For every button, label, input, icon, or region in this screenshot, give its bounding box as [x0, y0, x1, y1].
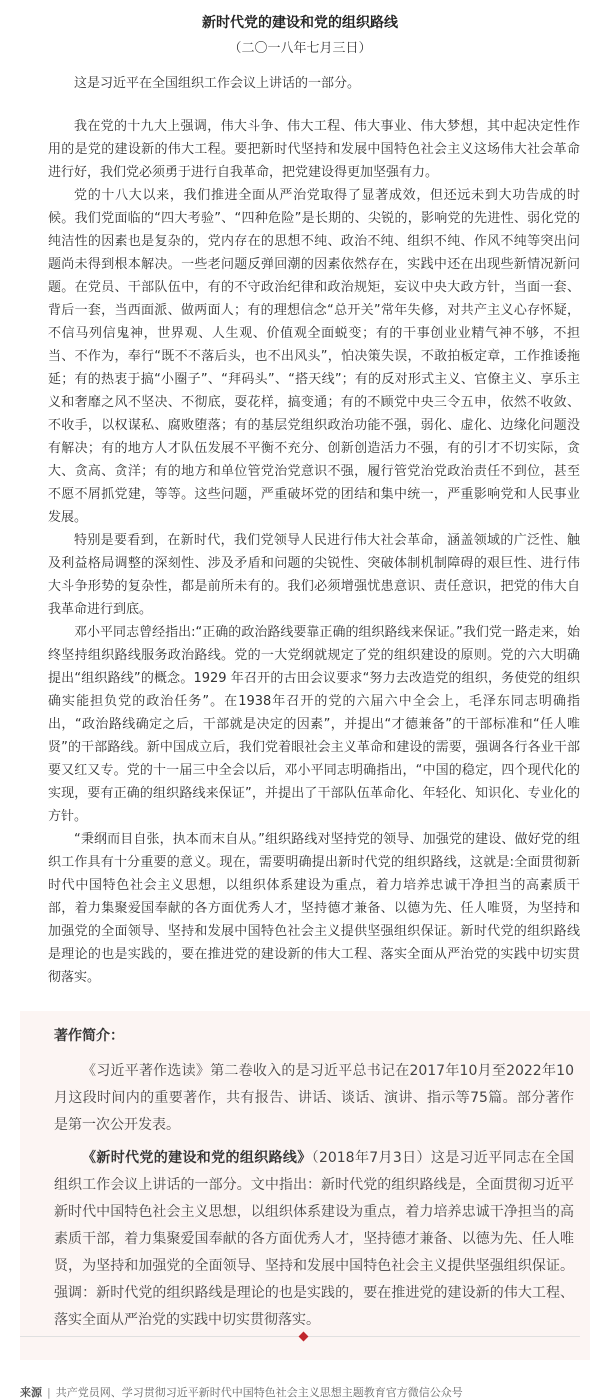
- body-paragraph: 党的十八大以来，我们推进全面从严治党取得了显著成效，但还远未到大功告成的时候。我们党面临的“四大考验”、“四种危险”是长期的、尖锐的，影响党的先进性、弱化党的纯洁性的因素也是复杂的，党内存在的思想不纯、政治不纯、组织不纯、作风不纯等突出问题尚未得到根本解决。一些老问题反弹回潮的因素依然存在，实践中还在出现些新情况新问题。在党员、干部队伍中，有的不守政治纪律和政治规矩，妄议中央大政方针，当面一套、背后一套，当西面派、做两面人；有的理想信念“总开关”常年失修，对共产主义心存怀疑，不信马列信鬼神，世界观、人生观、价值观全面蜕变；有的干事创业业精气神不够，不担当、不作为，奉行“既不不落后头，也不出风头”，怕决策失误，不敢拍板定章，工作推诿拖延；有的热衷于搞“小圈子”、“拜码头”、“搭天线”；有的反对形式主义、官僚主义、享乐主义和奢靡之风不坚决、不彻底，耍花样，搞变通；有的不顾党中央三令五申，依然不收敛、不收手，以权谋私、腐败堕落；有的基层党组织政治功能不强，弱化、虚化、边缘化问题没有解决；有的地方人才队伍发展不平衡不充分、创新创造活力不强，有的引才不切实际，贪大、贪高、贪洋；有的地方和单位管党治党意识不强，履行管党治党政治责任不到位，甚至不愿不屑抓党建，等等。这些问题，严重破坏党的团结和集中统一，严重影响党和人民事业发展。: [48, 188, 580, 525]
- bio-work: [54, 1145, 574, 1334]
- source-label: 来源: [20, 1386, 42, 1399]
- bio-box: [20, 1011, 590, 1360]
- bio-intro: 《习近平著作选读》第二卷收入的是习近平总书记在2017年10月至2022年10月这段时间内的重要著作，共有报告、讲话、谈话、演讲、指示等75篇。部分著作是第一次公开发表。: [54, 1063, 574, 1133]
- bio-heading: 著作简介：: [54, 1028, 124, 1044]
- body-paragraph: “秉纲而目自张，执本而末自从。”组织路线对坚持党的领导、加强党的建设、做好党的组织工作具有十分重要的意义。现在，需要明确提出新时代党的组织路线，这就是:全面贯彻新时代中国特色社会主义思想，以组织体系建设为重点，着力培养忠诚干净担当的高素质干部，着力集聚爱国奉献的各方面优秀人才，坚持德才兼备、以德为先、任人唯贤，为坚持和加强党的全面领导、坚持和发展中国特色社会主义提供坚强组织保证。新时代党的组织路线是理论的也是实践的，要在推进党的建设新的伟大工程、落实全面从严治党的实践中切实贯彻落实。: [48, 832, 580, 985]
- article-body: [0, 72, 600, 989]
- article-date: （二〇一八年七月三日）: [228, 41, 372, 56]
- body-paragraph: 邓小平同志曾经指出:“正确的政治路线要靠正确的组织路线来保证。”我们党一路走来，始终坚持组织路线服务政治路线。党的一大党纲就规定了党的组织建设的原则。党的六大明确提出“组织路线”的概念。1929 年召开的古田会议要求“努力去改造党的组织，务使党的组织确实能担负党的政治任务”。在1938年召开的党的六届六中全会上，毛泽东同志明确指出，“政治路线确定之后，干部就是决定的因素”，并提出“才德兼备”的干部标准和“任人唯贤”的干部路线。新中国成立后，我们党着眼社会主义革命和建设的需要，强调各行各业干部要又红又专。党的十一届三中全会以后，邓小平同志明确指出，“中国的稳定，四个现代化的实现，要有正确的组织路线来保证”，并提出了干部队伍革命化、年轻化、知识化、专业化的方针。: [48, 625, 580, 824]
- source-text: 共产党员网、学习贯彻习近平新时代中国特色社会主义思想主题教育官方微信公众号: [55, 1386, 463, 1399]
- body-paragraph: 特别是要看到，在新时代，我们党领导人民进行伟大社会革命，涵盖领域的广泛性、触及利益格局调整的深刻性、涉及矛盾和问题的尖锐性、突破体制机制障碍的艰巨性、进行伟大斗争形势的复杂性，都是前所未有的。我们必须增强忧患意识、责任意识，把党的伟大自我革命进行到底。: [48, 533, 580, 617]
- bio-work-body: （2018年7月3日）这是习近平同志在全国组织工作会议上讲话的一部分。文中指出：新时代党的组织路线是，全面贯彻习近平新时代中国特色社会主义思想，以组织体系建设为重点，着力培养忠诚干净担当的高素质干部，着力集聚爱国奉献的各方面优秀人才，坚持德才兼备、以德为先、任人唯贤，为坚持和加强党的全面领导、坚持和发展中国特色社会主义提供坚强组织保证。强调：新时代党的组织路线是理论的也是实践的，要在推进党的建设新的伟大工程、落实全面从严治党的实践中切实贯彻落实。: [54, 1150, 575, 1328]
- source-separator: |: [47, 1386, 51, 1399]
- body-paragraph: 我在党的十九大上强调，伟大斗争、伟大工程、伟大事业、伟大梦想，其中起决定性作用的是党的建设新的伟大工程。要把新时代坚持和发展中国特色社会主义这场伟大社会革命进行好，我们党必须勇于进行自我革命，把党建设得更加坚强有力。: [48, 119, 580, 180]
- bio-work-title: 《新时代党的建设和党的组织路线》: [82, 1150, 312, 1166]
- lead-paragraph: 这是习近平在全国组织工作会议上讲话的一部分。: [74, 76, 361, 91]
- source-line: [20, 1384, 580, 1400]
- article-title: 新时代党的建设和党的组织路线: [202, 15, 398, 31]
